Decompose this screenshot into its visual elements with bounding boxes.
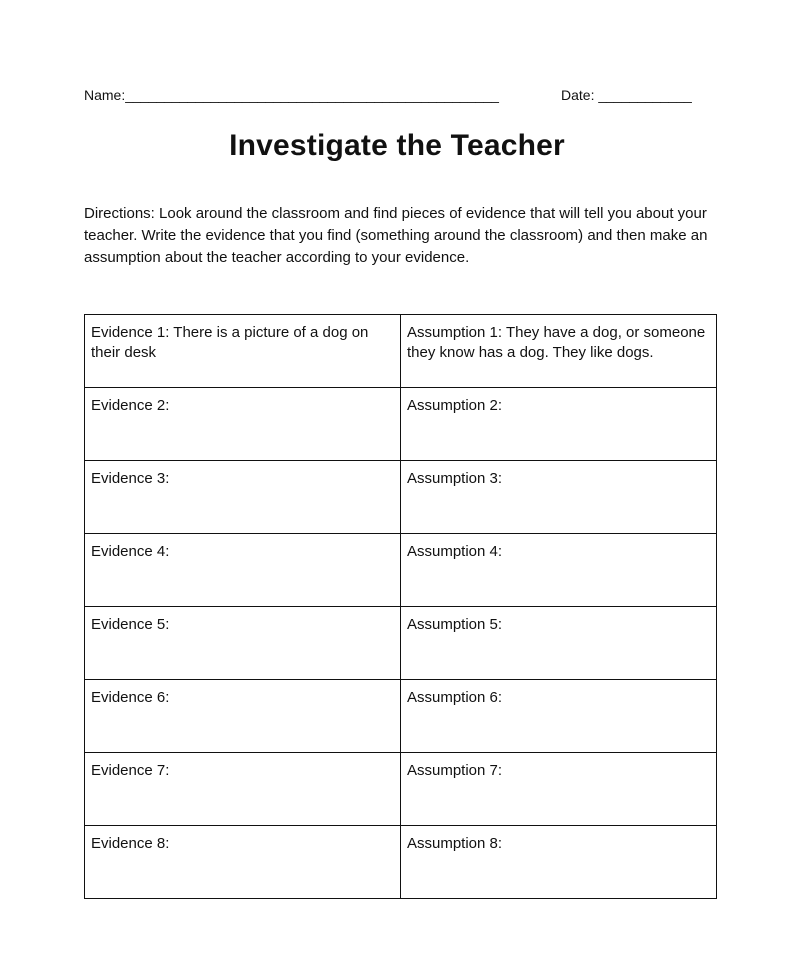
- evidence-assumption-table: [84, 314, 717, 899]
- table-row: [85, 315, 717, 388]
- date-field[interactable]: Date: ____________: [561, 87, 692, 103]
- evidence-cell[interactable]: Evidence 5:: [85, 607, 401, 680]
- assumption-cell[interactable]: Assumption 8:: [401, 826, 717, 899]
- assumption-cell[interactable]: Assumption 3:: [401, 461, 717, 534]
- table-row: [85, 680, 717, 753]
- evidence-cell[interactable]: Evidence 2:: [85, 388, 401, 461]
- evidence-cell[interactable]: Evidence 7:: [85, 753, 401, 826]
- directions-text: Directions: Look around the classroom and find pieces of evidence that will tell you about your teacher. Write the evidence that you find (something around the classroom) and then make an assumption about the teacher according to your evidence.: [84, 205, 708, 266]
- table-row: [85, 826, 717, 899]
- assumption-cell[interactable]: Assumption 6:: [401, 680, 717, 753]
- assumption-cell[interactable]: Assumption 5:: [401, 607, 717, 680]
- header-line: [84, 86, 714, 104]
- evidence-cell[interactable]: Evidence 3:: [85, 461, 401, 534]
- assumption-cell[interactable]: Assumption 1: They have a dog, or someone they know has a dog. They like dogs.: [401, 315, 717, 388]
- table-row: [85, 461, 717, 534]
- evidence-cell[interactable]: Evidence 8:: [85, 826, 401, 899]
- table-row: [85, 753, 717, 826]
- table-row: [85, 607, 717, 680]
- page-title: Investigate the Teacher: [229, 129, 565, 162]
- evidence-cell[interactable]: Evidence 1: There is a picture of a dog on their desk: [85, 315, 401, 388]
- assumption-cell[interactable]: Assumption 7:: [401, 753, 717, 826]
- assumption-cell[interactable]: Assumption 4:: [401, 534, 717, 607]
- name-field[interactable]: Name:________________________________________________: [84, 87, 499, 103]
- evidence-cell[interactable]: Evidence 6:: [85, 680, 401, 753]
- assumption-cell[interactable]: Assumption 2:: [401, 388, 717, 461]
- table-row: [85, 534, 717, 607]
- table-row: [85, 388, 717, 461]
- evidence-cell[interactable]: Evidence 4:: [85, 534, 401, 607]
